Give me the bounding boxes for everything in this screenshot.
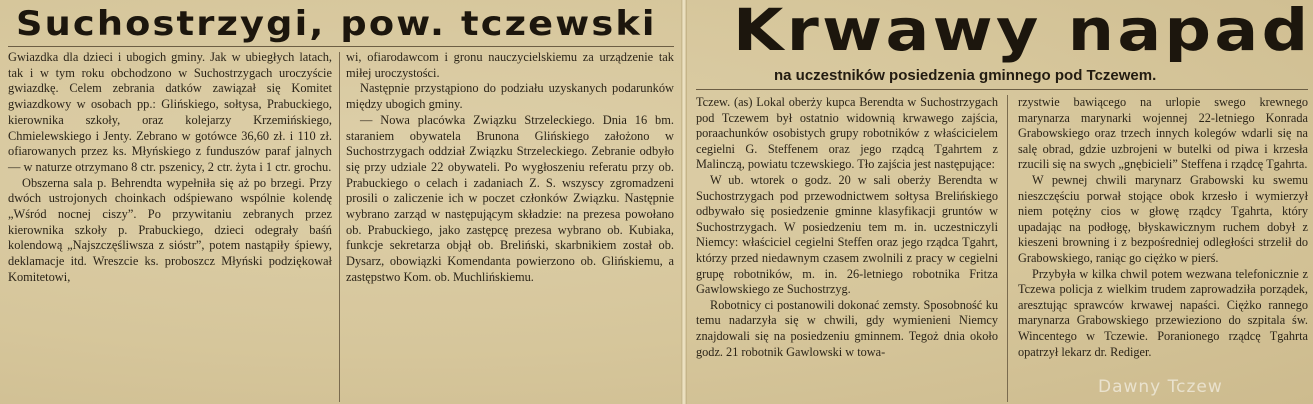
right-column-divider <box>1007 95 1008 402</box>
right-col1-paragraph: Tczew. (as) Lokal oberży kupca Berendta w Suchostrzygach pod Tczewem był ostatnio widownią krwawego zajścia, poraachunków osobistych grupy robotników z właścicielem cegielni G. Steffenem oraz jego rządcą Tgahrtem z Malinczą, powiatu tczewskiego. Tło zajścia jest następujące: <box>696 95 998 172</box>
left-col1-paragraph: Obszerna sala p. Behrendta wypełniła się aż po brzegi. Przy dwóch ustrojonych choinkach odśpiewano wspólnie kolendę „Wśród nocnej ciszy”. Po przywitaniu zebranych przez kierownika szkoły p. Prabuckiego, dzieci odegrały baśń kolendową „Najszczęśliwsza z sióstr”, potem nastąpiły śpiewy, deklamacje itd. Wreszcie ks. proboszcz Młyński podziękował Komitetowi, <box>8 175 332 284</box>
left-col2-paragraph: wi, ofiarodawcom i gronu nauczycielskiemu za urządzenie tak miłej uroczystości. <box>346 50 674 80</box>
right-column-2 <box>1018 95 1308 360</box>
left-column-divider <box>339 52 340 402</box>
watermark: Dawny Tczew <box>1098 377 1223 397</box>
left-col2-paragraph: — Nowa placówka Związku Strzeleckiego. Dnia 16 bm. staraniem obywatela Brunona Glińskiego założono w Suchostrzygach oddział Związku Strzeleckiego. Zebranie odbyło się przy udziale 22 obywateli. Po wygłoszeniu referatu przy ob. Prabuckiego o celach i zadaniach Z. S. wszyscy zgromadzeni prosili o zaliczenie ich w poczet członków Związku. Następnie wybrano zarząd w następującym składzie: na prezesa powołano ob. Prabuckiego, jako zastępcę prezesa wybrano ob. Kubiaka, funkcje sekretarza objął ob. Breliński, skarbnikiem został ob. Dysarz, obowiązki Komendanta powierzono ob. Glińskiemu, a zastępstwo Kom. ob. Muchlińskiemu. <box>346 112 674 284</box>
right-col1-paragraph: Robotnicy ci postanowili dokonać zemsty. Sposobność ku temu nadarzyła się w chwili, gdy wymienieni Niemcy znajdowali się na posiedzeniu gminnem. Tegoż dnia około godz. 21 robotnik Gawlowski w towa- <box>696 297 998 359</box>
right-article <box>688 0 1313 404</box>
left-col1-paragraph: Gwiazdka dla dzieci i ubogich gminy. Jak w ubiegłych latach, tak i w tym roku obchodzono w Suchostrzygach uroczyście gwiazdkę. Celem zebrania datków zawiązał się Komitet gwiazdkowy w osobach pp.: Glińskiego, sołtysa, Prabuckiego, kierownika szkoły, oraz kolejarzy Krzemińskiego, Chmielewskiego i Jenty. Zebrano w gotówce 36,60 zł. i 110 zł. ofiarowanych przez ks. Młyńskiego z funduszów paraf jalnych — w naturze otrzymano 8 ctr. pszenicy, 2 ctr. żyta i 1 ctr. grochu. <box>8 50 332 174</box>
right-col1-paragraph: W ub. wtorek o godz. 20 w sali oberży Berendta w Suchostrzygach pod przewodnictwem sołtysa Brelińskiego odbywało się posiedzenie gminne klasyfikacji gruntów w Suchostrzygach. W posiedzeniu tem m. in. uczestniczyli Niemcy: właściciel cegielni Steffen oraz jego rządca Tgahrt, którzy przed niedawnym czasem zwolnili z pracy w cegielni grupę robotników, m. in. 26-letniego robotnika Fritza Gawlowskiego ze Suchostrzyg. <box>696 172 998 297</box>
left-headline-rule <box>8 46 674 47</box>
left-col2-paragraph: Następnie przystąpiono do podziału uzyskanych podarunków między ubogich gminy. <box>346 81 674 112</box>
page-fold <box>681 0 687 404</box>
right-col2-paragraph: rzystwie bawiącego na urlopie swego krewnego marynarza marynarki wojennej 22-letniego Konrada Grabowskiego oraz trzech innych kolegów wdarli się na salę obrad, gdzie uzbrojeni w butelki od piwa i krzesła rzucili się na swych „gnębicieli” Steffena i rządcę Tgahrta. <box>1018 95 1308 172</box>
left-column-2 <box>346 50 674 286</box>
right-col2-paragraph: Przybyła w kilka chwil potem wezwana telefonicznie z Tczewa policja z wielkim trudem zaprowadziła porządek, aresztując sprawców krwawej napaści. Ciężko rannego marynarza Grabowskiego przewieziono do szpitala św. Wincentego w Tczewie. Poranionego rządcę Tgahrta opatrzył lekarz dr. Rediger. <box>1018 266 1308 359</box>
right-headline: Krwawy napad <box>733 0 1312 64</box>
right-headline-rule <box>696 89 1308 90</box>
left-column-1 <box>8 50 332 286</box>
right-column-1 <box>696 95 998 360</box>
right-subheadline: na uczestników posiedzenia gminnego pod Tczewem. <box>774 67 1157 84</box>
right-col2-paragraph: W pewnej chwili marynarz Grabowski ku swemu nieszczęściu porwał stojące obok krzesło i wymierzył niem potężny cios w głowę rządcy Tgahrta, który upadając na podłogę, błyskawicznym ruchem dobył z kieszeni browning i z bezpośredniej odległości strzelił do Grabowskiego, raniąc go ciężko w pierś. <box>1018 172 1308 265</box>
left-headline: Suchostrzygi, pow. tczewski <box>16 4 657 44</box>
